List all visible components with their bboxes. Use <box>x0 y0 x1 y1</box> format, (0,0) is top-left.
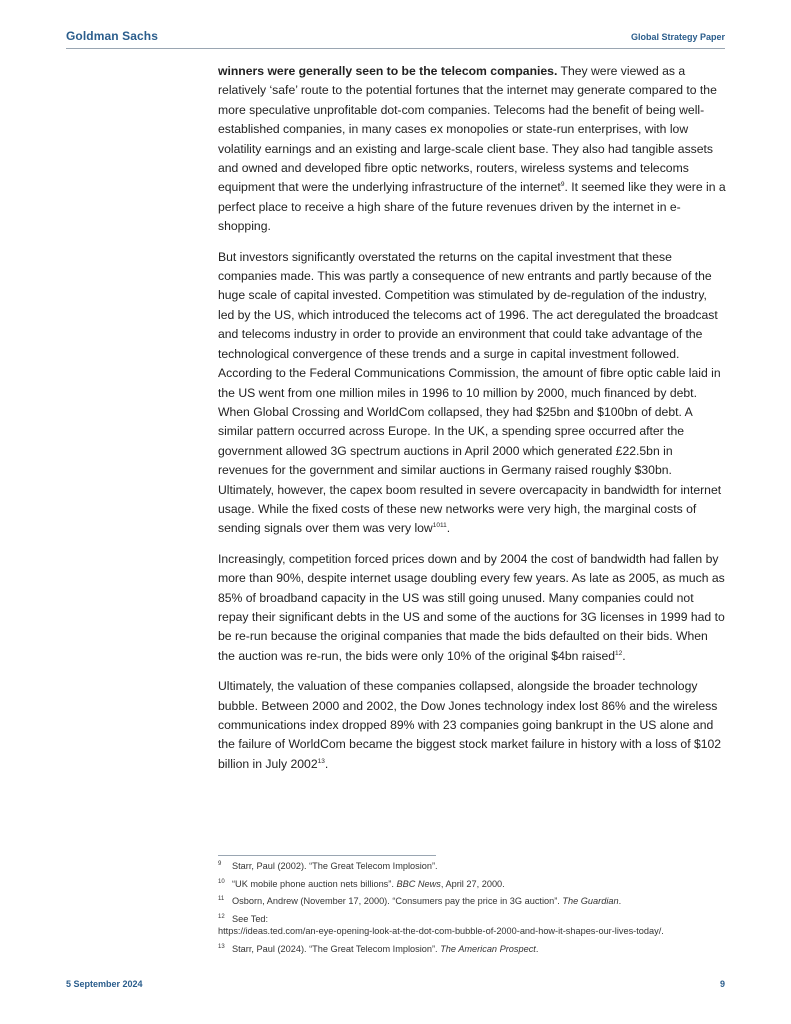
footnote-11 <box>218 895 728 908</box>
footnote-text: See Ted: <box>232 913 269 924</box>
footnote-text: Starr, Paul (2002). “The Great Telecom Implosion”. <box>232 861 438 871</box>
footnote-ref-12[interactable]: 12 <box>615 649 623 657</box>
footnote-number: 12 <box>218 913 225 920</box>
footnote-text: Osborn, Andrew (November 17, 2000). “Consumers pay the price in 3G auction”. <box>232 896 560 907</box>
paragraph-1-text-end: . It seemed like they were in a perfect place to receive a high share of the future revenues driven by the internet in e-shopping. <box>218 180 726 234</box>
paragraph-4-end: . <box>324 756 329 771</box>
footnote-number: 10 <box>218 878 225 885</box>
footnote-source: The Guardian <box>562 896 619 907</box>
footnote-9 <box>218 860 728 873</box>
footnote-source: The American Prospect <box>440 943 536 954</box>
footnote-ref-10-11[interactable]: 1011 <box>432 522 447 530</box>
paragraph-1 <box>218 62 726 237</box>
footnote-ref-13[interactable]: 13 <box>317 757 325 765</box>
paragraph-3-end: . <box>622 648 626 663</box>
paragraph-4 <box>218 677 726 774</box>
footnote-date: , April 27, 2000. <box>440 878 505 889</box>
page-number: 9 <box>719 979 725 989</box>
brand-name: Goldman Sachs <box>66 29 158 43</box>
footnote-ref-9[interactable]: 9 <box>560 181 565 189</box>
footnote-divider <box>218 855 436 856</box>
document-type: Global Strategy Paper <box>630 32 725 42</box>
footnotes <box>218 860 728 961</box>
footnote-number: 13 <box>218 943 225 950</box>
footnote-text: “UK mobile phone auction nets billions”. <box>232 878 394 889</box>
paragraph-2-text: But investors significantly overstated the returns on the capital investment that these companies made. This was partly a consequence of new entrants and partly because of the huge scale of capital invested. Competition was stimulated by de-regulation of the industry, led by the US, which introduced the telecoms act of 1996. The act deregulated the broadcast and telecoms industry in order to provide an environment that could take advantage of the technological convergence of these trends and a surge in capital investment followed. According to the Federal Communications Commission, the amount of fibre optic cable laid in the US went from one million miles in 1996 to 10 million by 2000, much financed by debt. When Global Crossing and WorldCom collapsed, they had $25bn and $100bn of debt. A similar pattern occurred across Europe. In the UK, a spending spree occurred after the government allowed 3G spectrum auctions in April 2000 which generated £22.5bn in revenues for the government and similar auctions in Germany raised roughly $30bn. Ultimately, however, the capex boom resulted in severe overcapacity in bandwidth for internet usage. While the fixed costs of these new networks were very high, the marginal costs of sending signals over them was very low <box>218 249 722 536</box>
footnote-text: Starr, Paul (2024). “The Great Telecom Implosion”. <box>232 943 438 954</box>
paragraph-4-text: Ultimately, the valuation of these companies collapsed, alongside the broader technology bubble. Between 2000 and 2002, the Dow Jones technology index lost 86% and the wireless communications index dropped 89% with 23 companies going bankrupt in the US alone and the failure of WorldCom became the biggest stock market failure in history with a loss of $102 billion in July 2002 <box>218 679 722 771</box>
paragraph-2 <box>218 248 726 539</box>
body-text <box>218 62 726 785</box>
footnote-number: 11 <box>218 896 225 903</box>
footnote-number: 9 <box>218 861 222 867</box>
footnote-12 <box>218 913 728 938</box>
footnote-source: BBC News <box>396 878 441 889</box>
footnote-10 <box>218 878 728 891</box>
paragraph-1-bold-lead: winners were generally seen to be the telecom companies. <box>218 64 558 78</box>
footnote-link[interactable]: https://ideas.ted.com/an-eye-opening-look-at-the-dot-com-bubble-of-2000-and-how-it-shapes-our-lives-today/. <box>218 926 664 937</box>
paragraph-1-text: They were viewed as a relatively ‘safe’ route to the potential fortunes that the internet may generate compared to the more speculative unprofitable dot-com companies. Telecoms had the benefit of being well-established companies, in many cases ex monopolies or state-run enterprises, with low volatility earnings and an existing and large-scale client base. They also had tangible assets and owned and developed fibre optic networks, routers, wireless systems and telecoms equipment that were the underlying infrastructure of the internet <box>218 64 717 195</box>
paragraph-2-end: . <box>446 521 451 536</box>
paragraph-3-text: Increasingly, competition forced prices down and by 2004 the cost of bandwidth had fallen by more than 90%, despite internet usage doubling every few years. As late as 2005, as much as 85% of broadband capacity in the US was still going unused. Many companies could not repay their significant debts in the US and some of the auctions for 3G licenses in 1999 had to be re-run because the original companies that made the bids defaulted on their bids. When the auction was re-run, the bids were only 10% of the original $4bn raised <box>218 551 725 663</box>
publication-date: 5 September 2024 <box>66 979 143 989</box>
footnote-date: . <box>618 896 622 907</box>
footnote-end: . <box>535 943 539 954</box>
footnote-13 <box>218 943 728 956</box>
paragraph-3 <box>218 550 726 666</box>
header-divider <box>66 48 725 49</box>
